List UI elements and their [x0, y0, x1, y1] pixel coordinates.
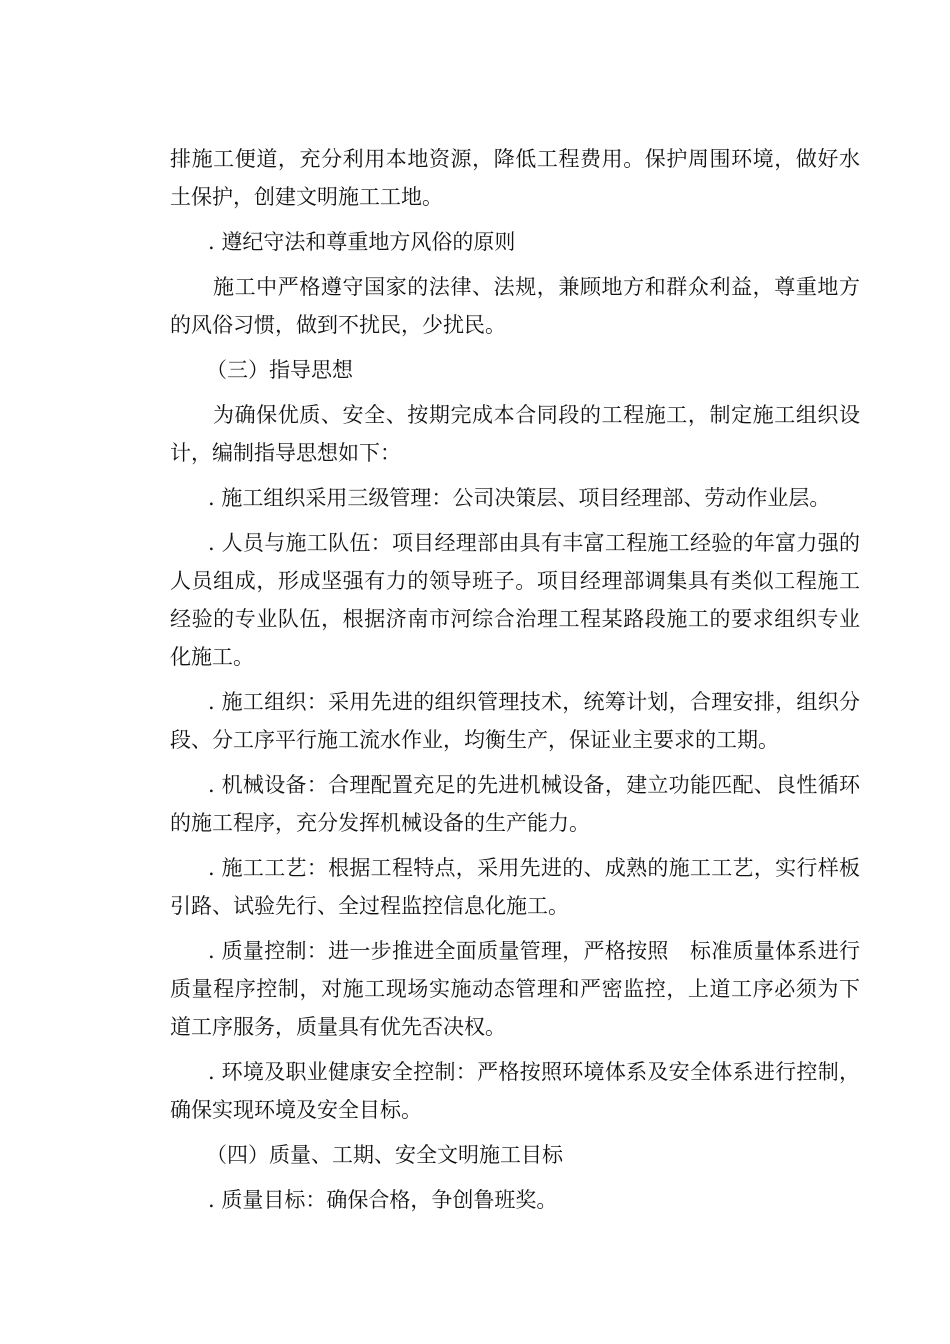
paragraph-compliance-detail: 施工中严格遵守国家的法律、法规，兼顾地方和群众利益，尊重地方的风俗习惯，做到不扰民，少扰民。: [170, 275, 860, 337]
section-heading-guiding-ideology: （三）指导思想: [206, 358, 353, 382]
list-item-organization: . 施工组织：采用先进的组织管理技术，统筹计划，合理安排，组织分段、分工序平行施工流水作业，均衡生产，保证业主要求的工期。: [170, 690, 860, 752]
document-body: [170, 140, 860, 1226]
list-item-environment-safety: . 环境及职业健康安全控制：严格按照环境体系及安全体系进行控制，确保实现环境及安全目标。: [170, 1060, 860, 1122]
list-item-quality-control: . 质量控制：进一步推进全面质量管理，严格按照 标准质量体系进行质量程序控制，对施工现场实施动态管理和严密监控，上道工序必须为下道工序服务，质量具有优先否决权。: [170, 939, 860, 1039]
paragraph-guiding-intro: 为确保优质、安全、按期完成本合同段的工程施工，制定施工组织设计，编制指导思想如下：: [170, 403, 860, 465]
section-heading-targets: （四）质量、工期、安全文明施工目标: [206, 1143, 563, 1167]
list-item-process: . 施工工艺：根据工程特点，采用先进的、成熟的施工工艺，实行样板引路、试验先行、全过程监控信息化施工。: [170, 856, 860, 918]
list-item-quality-target: . 质量目标：确保合格，争创鲁班奖。: [208, 1188, 558, 1212]
list-item-management-levels: . 施工组织采用三级管理：公司决策层、项目经理部、劳动作业层。: [208, 486, 831, 510]
paragraph-continuation: 排施工便道，充分利用本地资源，降低工程费用。保护周围环境，做好水土保护，创建文明施工工地。: [170, 147, 860, 209]
list-item-compliance-principle: . 遵纪守法和尊重地方风俗的原则: [208, 230, 516, 254]
list-item-personnel: . 人员与施工队伍：项目经理部由具有丰富工程施工经验的年富力强的人员组成，形成坚强有力的领导班子。项目经理部调集具有类似工程施工经验的专业队伍，根据济南市河综合治理工程某路段施工的要求组织专业化施工。: [170, 531, 860, 669]
list-item-machinery: . 机械设备：合理配置充足的先进机械设备，建立功能匹配、良性循环的施工程序，充分发挥机械设备的生产能力。: [170, 773, 860, 835]
